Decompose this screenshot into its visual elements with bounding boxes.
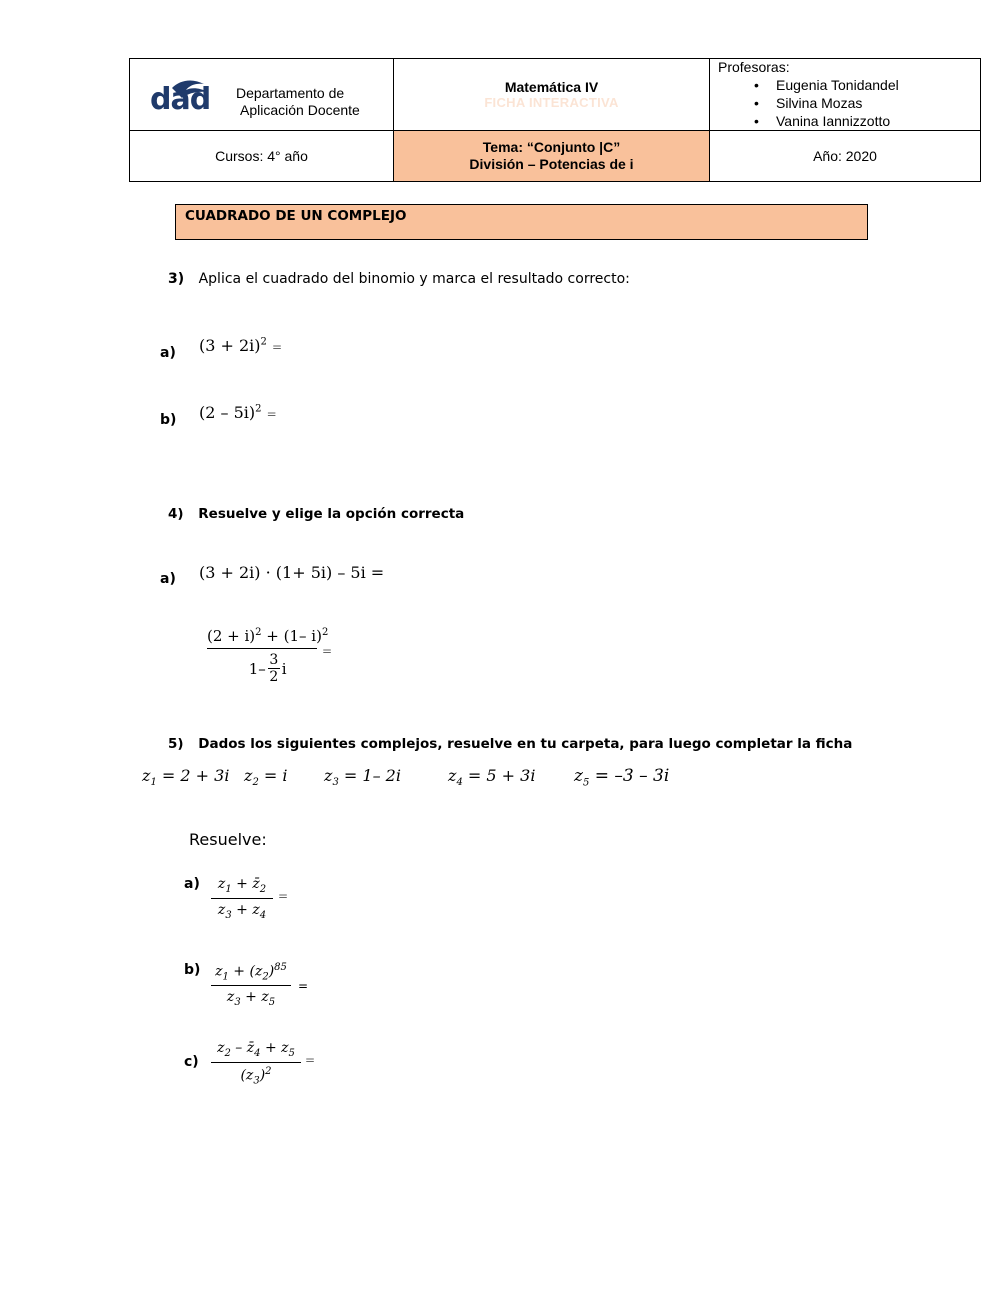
logo-text: dad (150, 82, 211, 117)
topic-line-1: Tema: “Conjunto |C” (482, 139, 621, 155)
q3-b-label: b) (160, 412, 177, 428)
q4-text: Resuelve y elige la opción correcta (198, 506, 465, 522)
subject-title: Matemática IV (504, 79, 599, 95)
z2-definition: $z_2 = i$ (244, 766, 288, 789)
q3-a-expression: $(3 + 2i)^2$ = (199, 336, 283, 355)
teacher-item: • Silvina Mozas (718, 94, 980, 112)
q3-prompt (168, 271, 630, 287)
q5-a-equals: = (278, 889, 289, 903)
q5-b-fraction: $z_1 + (z_2)^{85}$ $z_3 + z_5$ (211, 962, 291, 1008)
section-banner (175, 204, 868, 240)
department-line-2: Aplicación Docente (240, 102, 360, 118)
header-table (129, 58, 981, 182)
q4-number: 4) (168, 506, 184, 522)
teachers-label: Profesoras: (718, 59, 790, 75)
courses-cell (130, 131, 393, 181)
z4-definition: $z_4 = 5 + 3i$ (448, 766, 536, 789)
q3-text: Aplica el cuadrado del binomio y marca el resultado correcto: (198, 271, 630, 287)
z3-definition: $z_3 = 1-$ 2i (324, 766, 401, 789)
q4-b-numerator: $(2 + i)^2 + (1-$ i)$^2$ (207, 627, 329, 645)
q4-b-fraction (207, 627, 328, 685)
q5-text: Dados los siguientes complejos, resuelve en tu carpeta, para luego completar la ficha (198, 736, 853, 752)
q4-a-expression: (3 + 2i) · (1+ 5i) – 5i = (199, 563, 385, 582)
resuelve-label: Resuelve: (189, 830, 267, 849)
topic-cell (394, 131, 709, 181)
q4-b-equals: = (322, 644, 333, 658)
q5-prompt (168, 736, 852, 752)
q5-c-fraction: $z_2$ – $z̄_4 + z_5$ $(z_3)^2$ (211, 1040, 301, 1086)
section-title: CUADRADO DE UN COMPLEJO (185, 208, 407, 224)
teacher-item: • Vanina Iannizzotto (718, 112, 980, 130)
q4-b-denominator: 1– 3 2 i (248, 652, 287, 685)
q5-number: 5) (168, 736, 184, 752)
q5-c-label: c) (184, 1054, 199, 1070)
teacher-item: • Eugenia Tonidandel (718, 76, 980, 94)
q3-a-label: a) (160, 345, 176, 361)
q5-a-fraction: $z_1$ + $z̄_2$ $z_3 + z_4$ (211, 876, 273, 921)
department-line-1: Departamento de (236, 85, 345, 101)
z1-definition: $z_1 = 2 + 3i$ (142, 766, 230, 789)
q5-c-equals: = (305, 1053, 316, 1067)
topic-line-2: División – Potencias de i (469, 156, 634, 172)
subject-cell (394, 59, 709, 130)
q5-a-label: a) (184, 876, 200, 892)
year-text: Año: 2020 (813, 148, 877, 164)
q5-b-equals: = (298, 979, 309, 993)
z5-definition: $z_5 = -3 - 3i$ (574, 766, 670, 789)
department-name (236, 85, 360, 119)
year-cell (710, 131, 980, 181)
teachers-list (718, 76, 980, 130)
teachers-cell (710, 59, 980, 130)
q3-b-expression: (2 – 5i)$^2$ = (199, 403, 277, 422)
q4-prompt (168, 506, 464, 522)
department-cell (130, 59, 393, 130)
dad-logo (142, 74, 220, 122)
q4-a-label: a) (160, 571, 176, 587)
complex-definitions (142, 766, 702, 792)
courses-text: Cursos: 4° año (215, 148, 308, 164)
subtitle: FICHA INTERACTIVA (484, 95, 619, 110)
q3-number: 3) (168, 271, 185, 287)
q5-b-label: b) (184, 962, 201, 978)
